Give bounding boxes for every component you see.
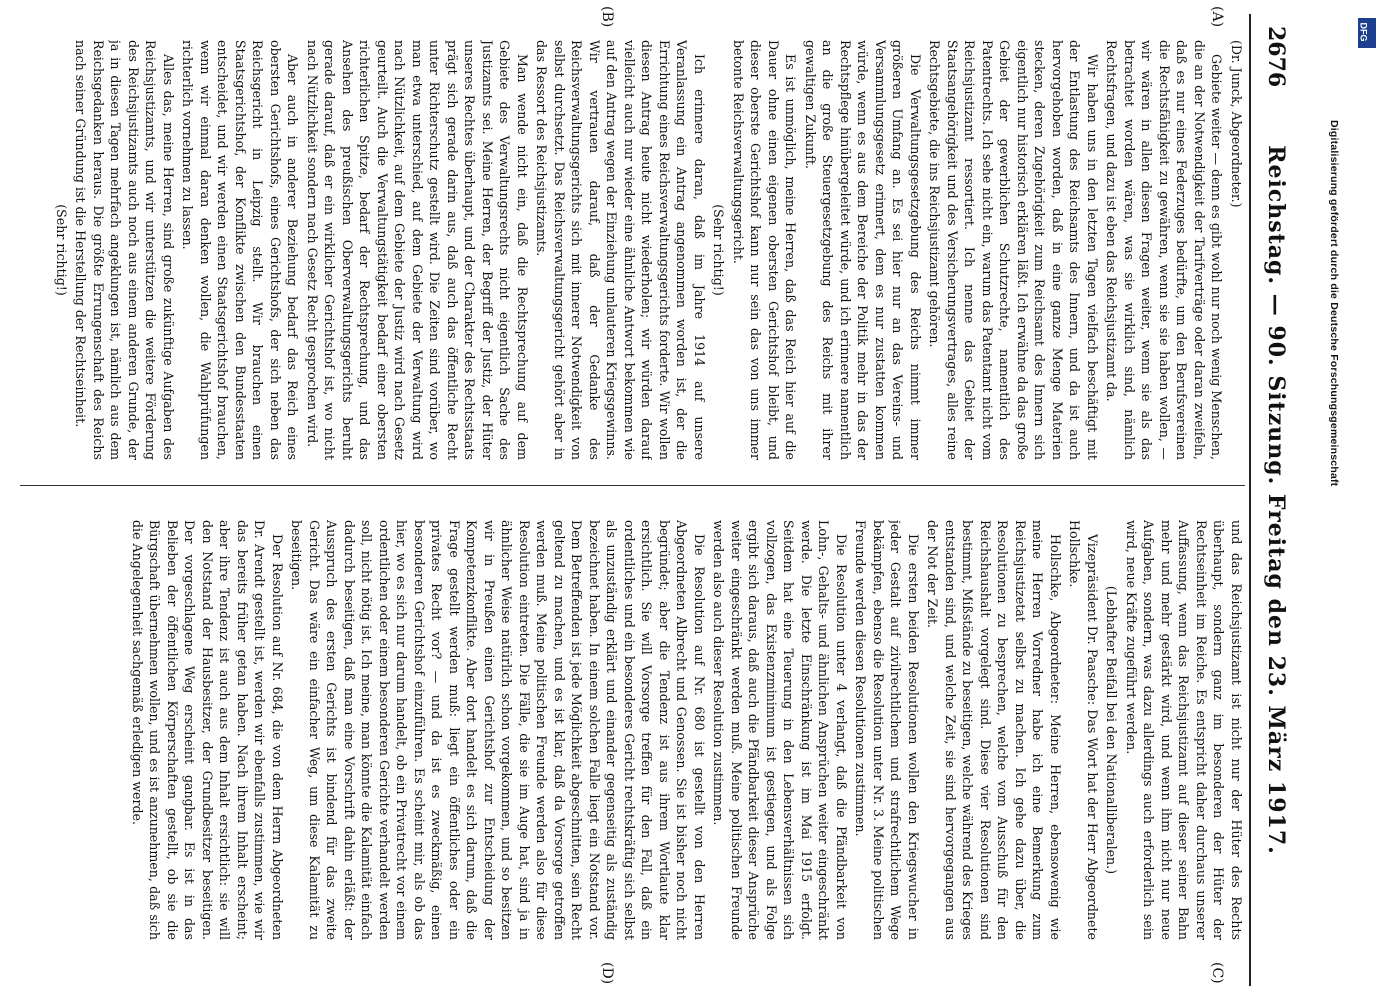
paragraph: Man wende nicht ein, daß die Rechtsprechung auf dem Gebiete des Verwaltungsrechts nicht eigentlich Sache des Justizamts sei. Meine Herren, der Begriff der Justiz, der Hüter unseres Rechtes überhaupt, und der Charakter des Rechtsstaats prägt sich gerade darin aus, daß auch das öffentliche Recht unter Richterschutz gestellt wird. Die Zeiten sind vorüber, wo man etwa unterschied, auf dem Gebiete der Verwaltung wird nach Nützlichkeit, auf dem Gebiete der Justiz wird nach Gesetz geurteilt. Auch die Verwaltungstätigkeit bedarf einer obersten richterlichen Spitze, bedarf der Rechtsprechung, und das Ansehen des preußischen Oberverwaltungsgerichts beruht gerade darauf, daß er ein wirklicher Gerichtshof ist, wo nicht nach Nützlichkeit sondern nach Gesetz Recht gesprochen wird. [305,40,530,460]
paragraph: Alles das, meine Herren, sind große zukünftige Aufgaben des Reichsjustizamts, und wir unterstützen die weitere Förderung des Reichsjustizamts auch noch aus einem anderen Grunde, der ja in diesen Tagen mehrfach angeklungen ist, nämlich aus dem Reichsgedanken heraus. Die größte Errungenschaft des Reichs nach seiner Gründung ist die Herstellung der Rechtseinheit. [73,40,176,460]
paragraph: (Sehr richtig!) [54,204,69,296]
margin-marker-b: (B) [599,6,615,28]
paragraph: Der Resolution auf Nr. 684, die von dem Herrn Abgeordneten Dr. Arendt gestellt ist, werden wir ebenfalls zustimmen, wie wir das bereits früher getan haben. Nach ihrem Inhalt erscheint; aber ihre Tendenz ist auch aus dem Inhalt ersichtlich: sie will den Notstand der Hausbesitzer, der Grundbesitzer beseitigen. Der vorgeschlagene Weg erscheint gangbar. Es ist in das Belieben der öffentlichen Körperschaften gestellt, ob sie die Bürgschaft übernehmen wollen, und es ist anzunehmen, daß sich die Angelegenheit sachgemäß erledigen werde. [130,520,285,940]
page-title: Reichstag. — 90. Sitzung. Freitag den 23. März 1917. [1263,145,1289,855]
paragraph: (Sehr richtig!) [711,204,727,296]
margin-marker-c: (C) [1209,962,1225,984]
paragraph: (Lebhafter Beifall bei den Nationalliberalen.) [1104,585,1120,875]
left-text-column [20,40,1245,460]
page-header [1249,14,1295,986]
paragraph: Aber auch in anderer Beziehung bedarf das Reich eines obersten Gerichtshofs, eines Gerichtshofs, der sich neben das Reichsgericht in Leipzig stellt. Wir brauchen einen Staatsgerichtshof, der Konflikte zwischen den Bundesstaaten entscheidet, und wir werden einen Staatsgerichtshof brauchen, wenn wir einmal daran denken wollen, die Wahlprüfungen richterlich vornehmen zu lassen. [180,40,301,460]
page-number: 2676 [1263,26,1289,88]
right-text-column [20,520,1245,940]
paragraph: Wir haben uns in den letzten Tagen vielfach beschäftigt mit der Entlastung des Reichsamts des Innern, und da ist auch hervorgehoben worden, daß in eine ganze Menge Materien stecken, deren Zugehörigkeit zum Reichsamt des Innern sich eigentlich nur historisch erklären läßt. Ich erwähne da das große Gebiet der gewerblichen Schutzrechte, namentlich des Patentrechts. Ich sehe nicht ein, warum das Patentamt nicht vom Reichsjustizamt ressortiert. Ich nenne das Gebiet der Staatsangehörigkeit und des Versicherungsvertrages, alles reine Rechtsgebiete, die ins Reichsjustizamt gehören. [927,40,1100,460]
column-divider [20,485,1245,486]
paragraph: Die Resolution auf Nr. 680 ist gestellt von den Herren Abgeordneten Albrecht und Genossen. Sie ist bisher noch nicht begründet; aber die Tendenz ist aus ihrem Wortlaute klar ersichtlich. Sie will Vorsorge treffen für den Fall, daß ein ordentliches und ein besonderes Gericht rechtskräftig sich selbst als unzuständig erklärt und einander gegenseitig als zuständig bezeichnet haben. In einem solchen Falle liegt ein Notstand vor. Dem Betreffenden ist jede Möglichkeit abgeschnitten, sein Recht geltend zu machen, und es ist klar, daß da Vorsorge getroffen werden muß. Meine politischen Freunde werden also für diese Resolution eintreten. Die Fälle, die sie im Auge hat, sind ja in ähnlicher Weise natürlich schon vorgekommen, und so besitzen wir in Preußen einen Gerichtshof zur Entscheidung der Kompetenzkonflikte. Aber dort handelt es sich darum, daß die Frage gestellt werden muß: liegt ein öffentliches oder ein privates Recht vor? — und da ist es zweckmäßig, einen besonderen Gerichtshof einzuführen. Es scheint mir, als ob das hier, wo es sich nur darum handelt, ob ein Privatrecht vor einem ordentlichen oder einem besonderen Gerichte verhandelt werden soll, nicht nötig ist. Ich meine, man könnte die Kalamität einfach dadurch beseitigen, daß man eine Vorschrift dahin erläßt: der Ausspruch des ersten Gerichts ist bindend für das zweite Gericht. Das wäre ein einfacher Weg, um diese Kalamität zu beseitigen. [289,520,707,940]
margin-marker-a: (A) [1209,6,1225,28]
paragraph: Die Resolution unter 4 verlangt, daß die Pfändbarkeit von Lohn-, Gehalts- und ähnlichen Ansprüchen weiter eingeschränkt werde. Die letzte Einschränkung ist im Mai 1915 erfolgt. Seitdem hat eine Teuerung in den Lebensverhältnissen sich vollzogen, das Existenzminimum ist gestiegen, und als Folge ergibt sich daraus, daß auch die Pfändbarkeit dieser Ansprüche weiter eingeschränkt werden muß. Meine politischen Freunde werden also auch dieser Resolution zustimmen. [711,520,849,940]
paragraph: Die Verwaltungsgesetzgebung des Reichs nimmt immer größeren Umfang an. Es sei hier nur an das Vereins- und Versammlungsgesetz erinnert, dem es nur zustatten kommen würde, wenn es aus dem Bereiche der Politik mehr in das der Rechtspflege hinübergeleitet würde, und ich erinnere namentlich an die große Steuergesetzgebung des Reichs mit ihrer gewaltigen Zukunft. [803,40,923,460]
paragraph: Vizepräsident Dr. Paasche: Das Wort hat der Herr Abgeordnete Hollschke. [1067,520,1100,940]
paragraph: (Dr. Junck, Abgeordneter.) [1229,40,1244,208]
paragraph: Es ist unmöglich, meine Herren, daß das Reich hier auf die Dauer ohne einen eigenen obersten Gerichtshof bleibt, und dieser oberste Gerichtshof kann nur sein das von uns immer betonte Reichsverwaltungsgericht. [731,40,799,460]
digitization-credit: Digitalisierung gefördert durch die Deutsche Forschungsgemeinschaft [1328,120,1340,487]
paragraph: Gebiete weiter — denn es gibt wohl nur noch wenig Menschen, die an der Notwendigkeit der Tarifverträge oder daran zweifeln, daß es nur eines Federzuges bedürfte, um den Berufsvereinen die Rechtsfähigkeit zu gewähren, wenn sie sie haben wollen, — wir wären in allen diesen Fragen weiter, wenn sie als das betrachtet worden wären, was sie wirklich sind, nämlich Rechtsfragen, und dazu ist eben das Reichsjustizamt da. [1104,40,1225,460]
margin-marker-d: (D) [599,962,615,985]
dfg-logo: DFG [1358,18,1376,48]
paragraph: Hollschke, Abgeordneter: Meine Herren, ebensowenig wie meine Herren Vorredner habe ich eine Bemerkung zum Reichsjustizetat selbst zu machen. Ich gehe dazu über, die Resolutionen zu besprechen, welche vom Ausschuß für den Reichshaushalt vorgelegt sind. Diese vier Resolutionen sind bestimmt, Mißstände zu beseitigen, welche während des Krieges entstanden sind, und welche Zeit, sie sind hervorgegangen aus der Not der Zeit. [925,520,1063,940]
paragraph: Die ersten beiden Resolutionen wollen den Kriegswucher in jeder Gestalt auf zivilrechtlichem und strafrechtlichem Wege bekämpfen, ebenso die Resolution unter Nr. 3. Meine politischen Freunde werden diesen Resolutionen zustimmen. [853,520,921,940]
paragraph: und das Reichsjustizamt ist nicht nur der Hüter des Rechts überhaupt, sondern ganz im besonderen der Hüter der Rechtseinheit im Reiche. Es entspricht daher durchaus unserer Auffassung, wenn das Reichsjustizamt auf dieser seiner Bahn mehr und mehr gestärkt wird, und wenn ihm nicht nur neue Aufgaben, sondern, was dazu allerdings auch erforderlich sein wird, neue Kräfte zugeführt werden. [1124,520,1244,940]
paragraph: Ich erinnere daran, daß im Jahre 1914 auf unsere Veranlassung ein Antrag angenommen worden ist, der die Errichtung eines Reichsverwaltungsgerichts forderte. Wir wollen diesen Antrag heute nicht wiederholen; wir würden darauf vielleicht auch nur wieder eine ähnliche Antwort bekommen wie auf den Antrag wegen der Einziehung unlauteren Kriegsgewinns. Wir vertrauen darauf, daß der Gedanke des Reichsverwaltungsgerichts sich mit innerer Notwendigkeit von selbst durchsetzt. Das Reichsverwaltungsgericht gehört aber in das Ressort des Reichsjustizamts. [534,40,707,460]
